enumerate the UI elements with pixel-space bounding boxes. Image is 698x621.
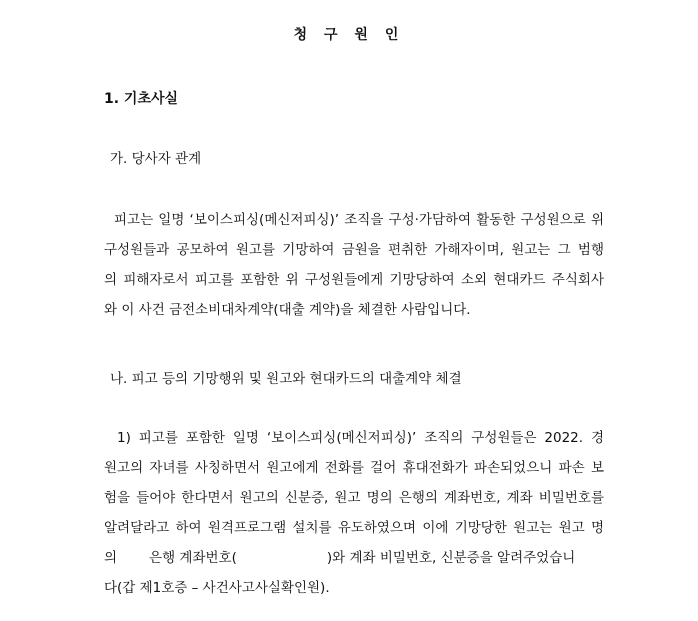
paragraph-line: 구성원들과 공모하여 원고를 기망하여 금원을 편취한 가해자이며, 원고는 그 범행 xyxy=(104,242,604,258)
section-heading-basic-facts: 1. 기초사실 xyxy=(104,91,179,107)
paragraph-line: 와 이 사건 금전소비대차계약(대출 계약)을 체결한 사람입니다. xyxy=(104,302,471,318)
paragraph-line: 1) 피고를 포함한 일명 ‘보이스피싱(메신저피싱)’ 조직의 구성원들은 2022. 경 xyxy=(117,430,604,446)
document-title: 청 구 원 인 xyxy=(293,27,405,43)
paragraph-line: 다(갑 제1호증 – 사건사고사실확인원). xyxy=(104,580,330,596)
line-segment: 은행 계좌번호( xyxy=(149,550,237,566)
paragraph-parties xyxy=(104,205,604,325)
paragraph-deception xyxy=(104,423,604,603)
line-segment: )와 계좌 비밀번호, 신분증을 알려주었습니 xyxy=(326,550,576,566)
line-segment: 의 xyxy=(104,550,118,566)
paragraph-line: 의 피해자로서 피고를 포함한 위 구성원들에게 기망당하여 소외 현대카드 주식회사 xyxy=(104,272,604,288)
paragraph-line: 원고의 자녀를 사칭하면서 원고에게 전화를 걸어 휴대전화가 파손되었으니 파손 보 xyxy=(104,460,604,476)
paragraph-line-with-blanks xyxy=(104,543,604,573)
subsection-heading-parties: 가. 당사자 관계 xyxy=(110,151,202,167)
subsection-heading-deception: 나. 피고 등의 기망행위 및 원고와 현대카드의 대출계약 체결 xyxy=(110,371,462,387)
paragraph-line: 험을 들어야 한다면서 원고의 신분증, 원고 명의 은행의 계좌번호, 계좌 비밀번호를 xyxy=(104,490,604,506)
paragraph-line: 피고는 일명 ‘보이스피싱(메신저피싱)’ 조직을 구성·가담하여 활동한 구성원으로 위 xyxy=(114,212,604,228)
paragraph-line: 알려달라고 하여 원격프로그램 설치를 유도하였으며 이에 기망당한 원고는 원고 명 xyxy=(104,520,604,536)
